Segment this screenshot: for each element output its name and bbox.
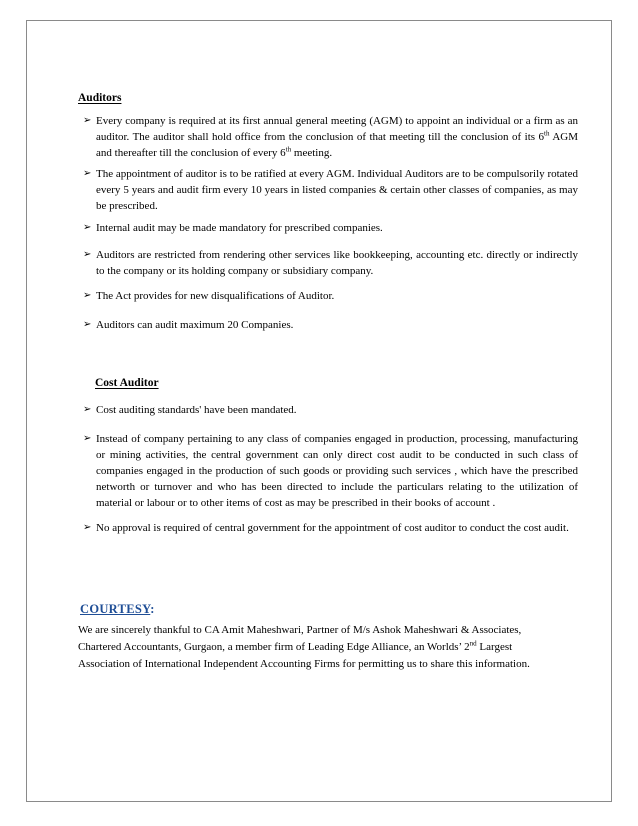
cost-auditor-bullet-3: ➢ No approval is required of central government for the appointment of cost auditor to conduct the cost audit. (83, 522, 569, 534)
arrow-bullet-icon: ➢ (83, 319, 92, 330)
arrow-bullet-icon: ➢ (83, 433, 92, 444)
courtesy-line-1: We are sincerely thankful to CA Amit Maheshwari, Partner of M/s Ashok Maheshwari & Associates, (78, 624, 522, 636)
courtesy-body (78, 622, 548, 673)
cost-auditor-bullet-2: ➢ Instead of company pertaining to any class of companies engaged in production, processing, manufacturing or mining activities, the central government can only direct cost audit to be conducted in such class of companies engaged in the production of such goods or providing such services , which have the prescribed networth or turnover and who has been directed to include the particulars relating to the utilization of material or labour or to other items of cost as may be prescribed in their books of account . (83, 433, 578, 509)
arrow-bullet-icon: ➢ (83, 522, 92, 533)
courtesy-title: COURTESY: (80, 602, 155, 616)
cost-auditor-bullet-1: ➢ Cost auditing standards' have been mandated. (83, 404, 297, 416)
auditors-bullet-4: ➢ Auditors are restricted from rendering other services like bookkeeping, accounting etc. directly or indirectly to the company or its holding company or subsidiary company. (83, 249, 578, 277)
auditors-bullet-3: ➢ Internal audit may be made mandatory for prescribed companies. (83, 222, 383, 234)
arrow-bullet-icon: ➢ (83, 290, 92, 301)
auditors-bullet-2: ➢ The appointment of auditor is to be ratified at every AGM. Individual Auditors are to be compulsorily rotated every 5 years and audit firm every 10 years in listed companies & certain other classes of companies, as may be prescribed. (83, 168, 578, 212)
arrow-bullet-icon: ➢ (83, 115, 92, 126)
arrow-bullet-icon: ➢ (83, 249, 92, 260)
arrow-bullet-icon: ➢ (83, 404, 92, 415)
courtesy-line-3: Association of International Independent Accounting Firms for permitting us to share this information. (78, 658, 530, 670)
arrow-bullet-icon: ➢ (83, 168, 92, 179)
arrow-bullet-icon: ➢ (83, 222, 92, 233)
cost-auditor-heading: Cost Auditor (95, 377, 159, 389)
auditors-bullet-6: ➢ Auditors can audit maximum 20 Companies. (83, 319, 294, 331)
auditors-bullet-1: ➢ Every company is required at its first annual general meeting (AGM) to appoint an individual or a firm as an auditor. The auditor shall hold office from the conclusion of that meeting till the conclusion of its 6th AGM and thereafter till the conclusion of every 6th meeting. (83, 115, 578, 159)
auditors-heading: Auditors (78, 92, 122, 104)
auditors-bullet-5: ➢ The Act provides for new disqualifications of Auditor. (83, 290, 335, 302)
courtesy-line-2: Chartered Accountants, Gurgaon, a member firm of Leading Edge Alliance, an Worlds’ 2nd Largest (78, 639, 513, 653)
